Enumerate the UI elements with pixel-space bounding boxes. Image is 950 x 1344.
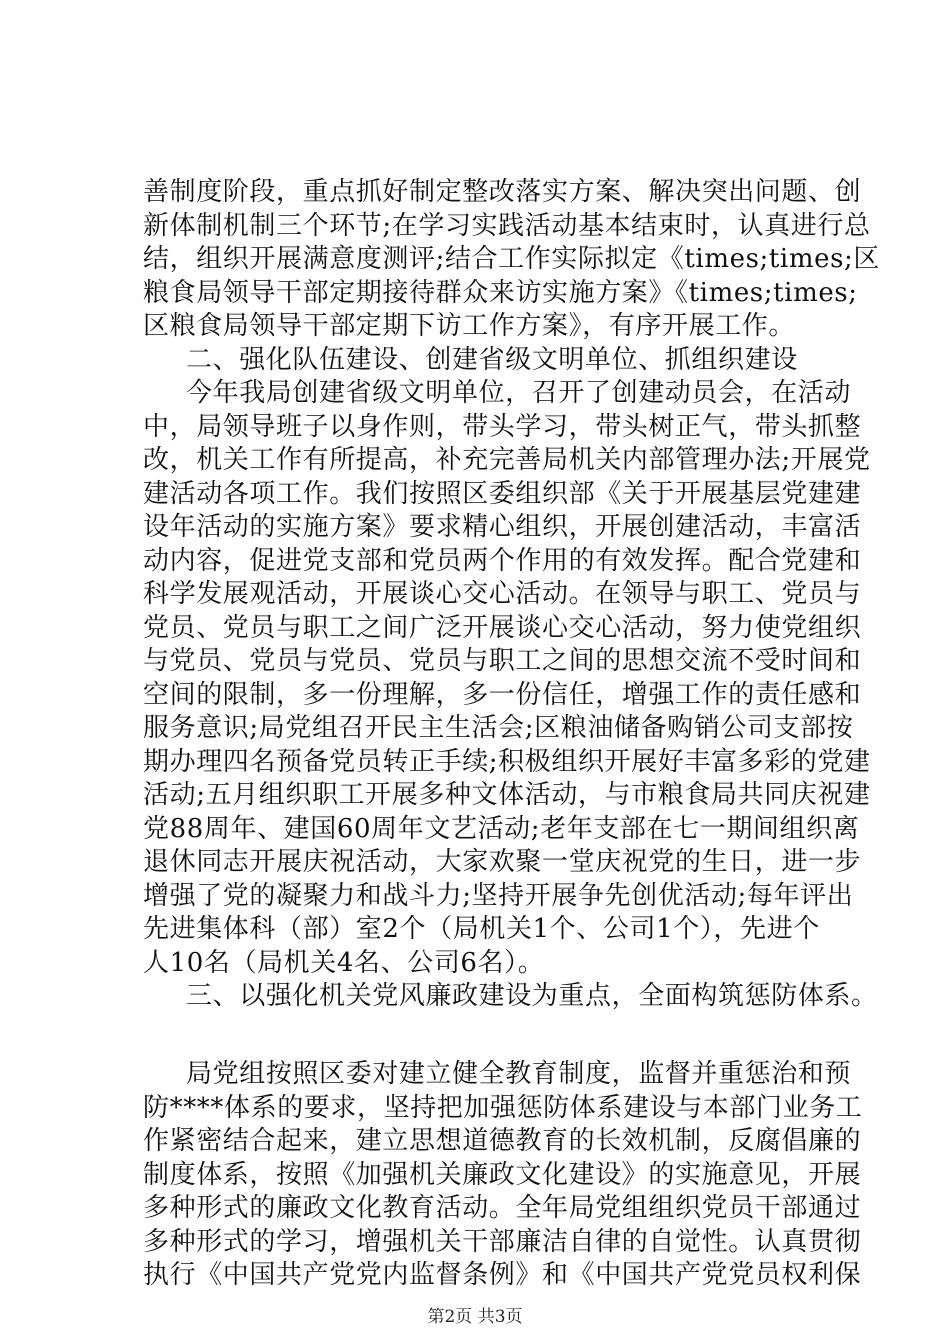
body-line: 今年我局创建省级文明单位，召开了创建动员会，在活动: [186, 378, 852, 408]
body-line: 与党员、党员与党员、党员与职工之间的思想交流不受时间和: [143, 646, 862, 676]
body-line: 人10名（局机关4名、公司6名）。: [143, 948, 545, 978]
body-line: 先进集体科（部）室2个（局机关1个、公司1个），先进个: [143, 914, 820, 944]
body-line: 动内容，促进党支部和党员两个作用的有效发挥。配合党建和: [143, 546, 862, 576]
body-line: 多种形式的学习，增强机关干部廉洁自律的自觉性。认真贯彻: [143, 1227, 862, 1257]
body-line: 作紧密结合起来，建立思想道德教育的长效机制，反腐倡廉的: [143, 1126, 862, 1156]
body-line: 设年活动的实施方案》要求精心组织，开展创建活动，丰富活: [143, 512, 862, 542]
body-line: 党88周年、建国60周年文艺活动;老年支部在七一期间组织离: [143, 814, 860, 844]
body-line: 多种形式的廉政文化教育活动。全年局党组组织党员干部通过: [143, 1193, 862, 1223]
body-line: 退休同志开展庆祝活动，大家欢聚一堂庆祝党的生日，进一步: [143, 847, 862, 877]
body-line: 党员、党员与职工之间广泛开展谈心交心活动，努力使党组织: [143, 613, 862, 643]
body-line: 服务意识;局党组召开民主生活会;区粮油储备购销公司支部按: [143, 713, 854, 743]
body-line: 制度体系，按照《加强机关廉政文化建设》的实施意见，开展: [143, 1160, 862, 1190]
body-line: 建活动各项工作。我们按照区委组织部《关于开展基层党建建: [143, 479, 862, 509]
body-line: 科学发展观活动，开展谈心交心活动。在领导与职工、党员与: [143, 579, 862, 609]
body-line: 中，局领导班子以身作则，带头学习，带头树正气，带头抓整: [143, 412, 862, 442]
body-line: 期办理四名预备党员转正手续;积极组织开展好丰富多彩的党建: [143, 747, 871, 777]
body-line: 新体制机制三个环节;在学习实践活动基本结束时，认真进行总: [143, 211, 871, 241]
body-line: 增强了党的凝聚力和战斗力;坚持开展争先创优活动;每年评出: [143, 881, 854, 911]
page-number-footer: 第2页 共3页: [427, 1307, 523, 1327]
body-line: 结，组织开展满意度测评;结合工作实际拟定《times;times;区: [143, 244, 880, 274]
body-line: 执行《中国共产党党内监督条例》和《中国共产党党员权利保: [143, 1260, 862, 1290]
body-line: 区粮食局领导干部定期下访工作方案》，有序开展工作。: [143, 311, 796, 341]
section-heading: 三、以强化机关党风廉政建设为重点，全面构筑惩防体系。: [186, 981, 878, 1011]
body-line: 空间的限制，多一份理解，多一份信任，增强工作的责任感和: [143, 680, 862, 710]
body-line: 活动;五月组织职工开展多种文体活动，与市粮食局共同庆祝建: [143, 780, 871, 810]
section-heading: 二、强化队伍建设、创建省级文明单位、抓组织建设: [186, 345, 798, 375]
body-line: 改，机关工作有所提高，补充完善局机关内部管理办法;开展党: [143, 445, 871, 475]
body-line: 善制度阶段，重点抓好制定整改落实方案、解决突出问题、创: [143, 177, 862, 207]
body-line: 防****体系的要求，坚持把加强惩防体系建设与本部门业务工: [143, 1093, 863, 1123]
body-line: 局党组按照区委对建立健全教育制度，监督并重惩治和预: [186, 1059, 852, 1089]
body-line: 粮食局领导干部定期接待群众来访实施方案》《times;times;: [143, 278, 858, 308]
